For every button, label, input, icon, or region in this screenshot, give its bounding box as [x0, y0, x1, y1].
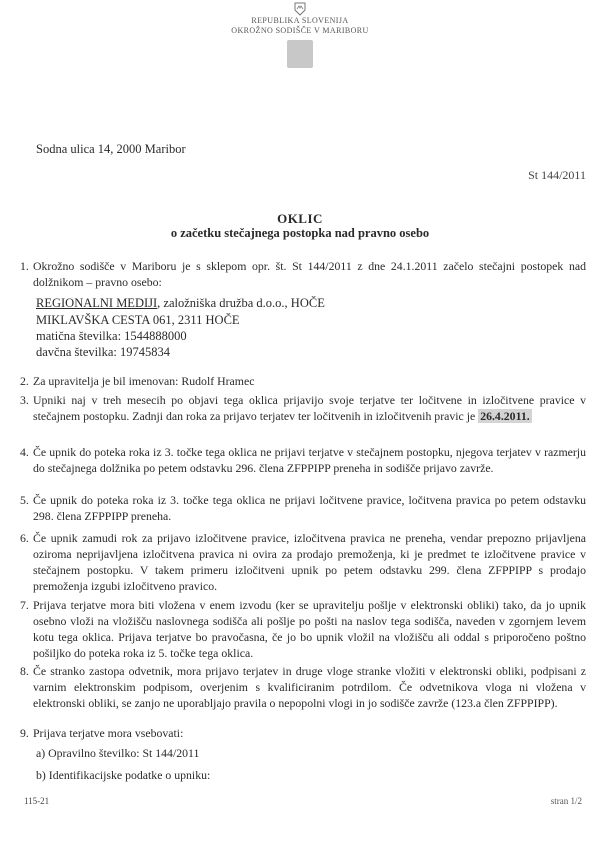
debtor-city: , 2311 HOČE — [171, 313, 240, 327]
debtor-address-line — [36, 313, 240, 327]
item-number: 6. — [20, 531, 29, 545]
court-name-line1: REPUBLIKA SLOVENIJA — [251, 16, 349, 25]
debtor-registration-number: matična številka: 1544888000 — [36, 329, 187, 343]
court-name-line2: OKROŽNO SODIŠČE V MARIBORU — [231, 26, 369, 35]
coat-of-arms-icon — [284, 2, 316, 16]
deadline-date: 26.4.2011. — [480, 409, 530, 423]
list-item — [20, 444, 586, 476]
debtor-name: REGIONALNI MEDIJI — [36, 296, 158, 310]
debtor-tax-number: davčna številka: 19745834 — [36, 345, 170, 359]
list-item — [20, 258, 586, 290]
list-item — [20, 597, 586, 661]
item-text — [33, 392, 586, 424]
document-title: OKLIC — [277, 211, 323, 226]
debtor-name-rest: , založniška družba d.o.o., HOČE — [157, 296, 325, 310]
item-text: Okrožno sodišče v Mariboru je s sklepom opr. št. St 144/2011 z dne 24.1.2011 začelo stečajni postopek nad dolžnikom – pravno osebo: — [33, 259, 586, 289]
list-item — [20, 373, 586, 389]
document-subtitle: o začetku stečajnega postopka nad pravno osebo — [170, 226, 430, 240]
item-number: 7. — [20, 598, 29, 612]
item-text: Če upnik zamudi rok za prijavo izločitvene pravice, izločitvena pravica ne preneha, vendar prepozno prijavljena oziroma neprijavljena izločitvena pravica ni ovira za prodajo premoženja, ki je predmet te izločitvene pravice v stečajnem postopku. V takem primeru izločitveni upnik po petem odstavku 299. člena ZFPPIPP s prodajo premoženja izgubi izločitveno pravico. — [33, 531, 586, 593]
item-number: 4. — [20, 445, 29, 459]
footer-code: 115-21 — [24, 796, 50, 806]
item-number: 9. — [20, 726, 29, 740]
page-number: stran 1/2 — [550, 796, 582, 806]
item-number: 5. — [20, 493, 29, 507]
court-address: Sodna ulica 14, 2000 Maribor — [36, 142, 186, 156]
item-text-body: Upniki naj v treh mesecih po objavi tega oklica prijavijo svoje terjatve ter ločitvene in izločitvene pravice v stečajnem postopku. Zadnji dan roka za prijavo terjatev ter ločitvenih in izločitvenih pravic je — [33, 393, 586, 423]
stamp-mark — [287, 40, 313, 68]
item-number: 8. — [20, 664, 29, 678]
item-text: Če upnik do poteka roka iz 3. točke tega oklica ne prijavi ločitvene pravice, ločitvena pravica po petem odstavku 298. člena ZFPPIPP preneha. — [33, 493, 586, 523]
sub-item-b: b) Identifikacijske podatke o upniku: — [36, 768, 211, 782]
item-text: Za upravitelja je bil imenovan: Rudolf Hramec — [33, 374, 255, 388]
list-item — [20, 663, 586, 711]
list-item — [20, 392, 586, 424]
list-item — [20, 530, 586, 594]
debtor-street: MIKLAVŠKA CESTA 061 — [36, 313, 172, 327]
item-text: Prijava terjatve mora biti vložena v enem izvodu (ker se upravitelju pošlje v elektronski obliki) tako, da jo upnik osebno vloži na vložišču naslovnega sodišča ali pošlje po pošti na naslov tega sodišča, naveden v zgornjem levem kotu tega oklica. Prijava terjatve bo pravočasna, če jo bo upnik vložil na vložišču ali oddal s priporočeno poštno pošiljko do poteka roka iz 5. točke tega oklica. — [33, 598, 586, 660]
item-number: 2. — [20, 374, 29, 388]
item-text: Če upnik do poteka roka iz 3. točke tega oklica ne prijavi terjatve v stečajnem postopku, njegova terjatev v razmerju do stečajnega dolžnika po petem odstavku 296. člena ZFPPIPP preneha in sodišče prijavo zavrže. — [33, 445, 586, 475]
case-reference: St 144/2011 — [528, 168, 586, 182]
list-item — [20, 725, 586, 741]
item-number: 1. — [20, 259, 29, 273]
item-text: Če stranko zastopa odvetnik, mora prijavo terjatev in druge vloge stranke vložiti v elektronski obliki, podpisani z varnim elektronskim podpisom, overjenim s kvalificiranim potrdilom. Če odvetnikova vloga ni vložena v elektronski obliki, se zanjo ne uporabljajo pravila o nepopolni vlogi in jo sodišče zavrže (123.a člen ZFPPIPP). — [33, 664, 586, 710]
list-item — [20, 492, 586, 524]
sub-item-a: a) Opravilno številko: St 144/2011 — [36, 746, 200, 760]
item-number: 3. — [20, 393, 29, 407]
item-text: Prijava terjatve mora vsebovati: — [33, 726, 184, 740]
debtor-name-line — [36, 296, 325, 310]
